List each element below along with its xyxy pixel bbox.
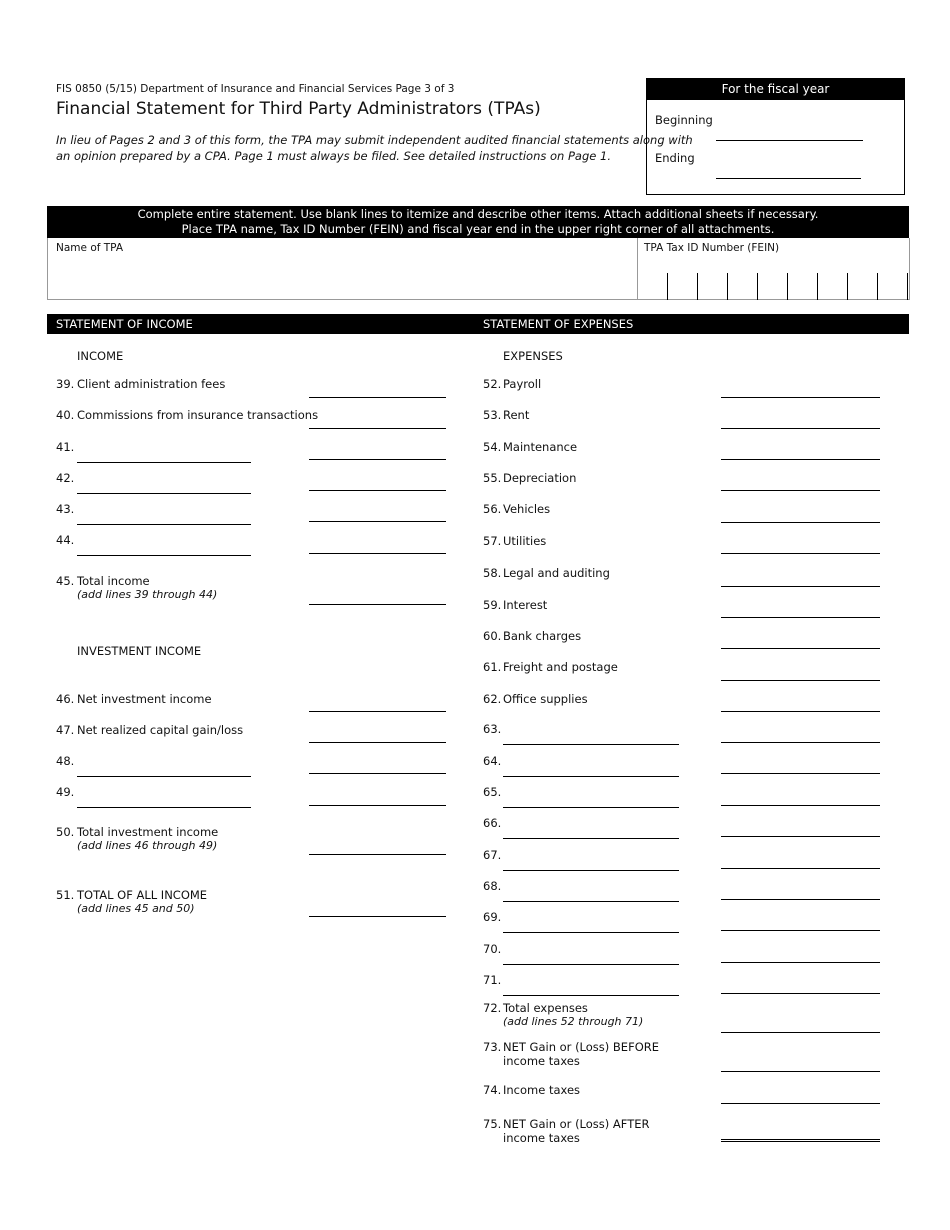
expense-line-label: Freight and postage	[503, 660, 618, 674]
expense-line-amount-input[interactable]	[721, 379, 880, 398]
fiscal-ending-input[interactable]	[716, 160, 861, 179]
expense-line-amount-input[interactable]	[721, 975, 880, 994]
fein-digit-box[interactable]	[667, 273, 698, 300]
expense-line-amount-input[interactable]	[721, 1085, 880, 1104]
fein-digit-box[interactable]	[817, 273, 848, 300]
expense-line-amount-input[interactable]	[721, 504, 880, 523]
expense-line-number: 62.	[483, 692, 502, 706]
expense-line-number: 55.	[483, 471, 502, 485]
expense-line-amount-input[interactable]	[721, 662, 880, 681]
income-line-amount-input[interactable]	[309, 836, 446, 855]
fiscal-year-heading: For the fiscal year	[647, 79, 904, 100]
expense-line-description-input[interactable]	[503, 789, 679, 808]
income-line-label: Net realized capital gain/loss	[77, 723, 244, 737]
expense-line-amount-input[interactable]	[721, 818, 880, 837]
income-line-number: 46.	[56, 692, 75, 706]
expense-line-number: 52.	[483, 377, 502, 391]
income-line-amount-input[interactable]	[309, 535, 446, 554]
expense-line-number: 66.	[483, 816, 502, 830]
income-line-label: Total investment income	[77, 825, 219, 839]
expense-line-label-continued: income taxes	[503, 1054, 580, 1068]
income-line-amount-input[interactable]	[309, 410, 446, 429]
expense-line-number: 59.	[483, 598, 502, 612]
expense-line-amount-input[interactable]	[721, 1014, 880, 1033]
income-line-label: Commissions from insurance transactions	[77, 408, 319, 422]
expense-line-sublabel: (add lines 52 through 71)	[503, 1015, 644, 1028]
tpa-name-label: Name of TPA	[56, 242, 124, 254]
expense-line-label-continued: income taxes	[503, 1131, 580, 1145]
fein-digit-box[interactable]	[697, 273, 728, 300]
expense-line-amount-input[interactable]	[721, 1053, 880, 1072]
expense-line-description-input[interactable]	[503, 726, 679, 745]
income-line-description-input[interactable]	[77, 444, 251, 463]
expense-line-amount-input[interactable]	[721, 881, 880, 900]
expense-line-number: 65.	[483, 785, 502, 799]
income-line-description-input[interactable]	[77, 506, 251, 525]
expenses-heading: STATEMENT OF EXPENSES	[483, 317, 634, 331]
fein-digit-box[interactable]	[877, 273, 908, 300]
expense-line-label: Interest	[503, 598, 548, 612]
income-line-number: 41.	[56, 440, 75, 454]
expense-line-amount-input[interactable]	[721, 944, 880, 963]
expense-line-number: 68.	[483, 879, 502, 893]
form-id: FIS 0850 (5/15) Department of Insurance and Financial Services Page 3 of 3	[56, 83, 455, 95]
income-line-amount-input[interactable]	[309, 441, 446, 460]
expense-line-number: 73.	[483, 1040, 502, 1054]
expense-line-number: 67.	[483, 848, 502, 862]
expense-line-amount-input[interactable]	[721, 724, 880, 743]
income-line-amount-input[interactable]	[309, 898, 446, 917]
income-line-number: 43.	[56, 502, 75, 516]
income-line-sublabel: (add lines 39 through 44)	[77, 588, 218, 601]
expense-line-amount-input[interactable]	[721, 535, 880, 554]
expense-line-label: Depreciation	[503, 471, 577, 485]
fiscal-ending-label: Ending	[655, 151, 695, 165]
instructions-line2: Place TPA name, Tax ID Number (FEIN) and fiscal year end in the upper right corner of all attachments.	[181, 222, 775, 236]
expense-line-label: Income taxes	[503, 1083, 581, 1097]
fiscal-beginning-label: Beginning	[655, 113, 713, 127]
expense-line-description-input[interactable]	[503, 852, 679, 871]
income-line-amount-input[interactable]	[309, 755, 446, 774]
income-line-sublabel: (add lines 46 through 49)	[77, 839, 218, 852]
tpa-name-input[interactable]	[56, 262, 626, 292]
fein-digit-box[interactable]	[757, 273, 788, 300]
expense-line-label: Payroll	[503, 377, 542, 391]
expense-line-label: Vehicles	[503, 502, 551, 516]
investment-income-subheading: INVESTMENT INCOME	[77, 644, 202, 658]
expense-line-label: NET Gain or (Loss) BEFORE	[503, 1040, 659, 1054]
fein-label: TPA Tax ID Number (FEIN)	[644, 242, 780, 254]
expense-line-amount-input[interactable]	[721, 472, 880, 491]
expense-line-number: 58.	[483, 566, 502, 580]
income-line-number: 51.	[56, 888, 75, 902]
expense-line-label: Maintenance	[503, 440, 578, 454]
expense-line-amount-input[interactable]	[721, 441, 880, 460]
income-line-number: 45.	[56, 574, 75, 588]
expense-line-number: 72.	[483, 1001, 502, 1015]
income-line-number: 42.	[56, 471, 75, 485]
expense-line-number: 70.	[483, 942, 502, 956]
expense-line-amount-input[interactable]	[721, 912, 880, 931]
income-line-label: Client administration fees	[77, 377, 226, 391]
instructions-bar	[47, 206, 909, 238]
form-note-line1: In lieu of Pages 2 and 3 of this form, the TPA may submit independent audited financial statements along with	[56, 133, 693, 147]
expense-line-amount-input[interactable]	[721, 850, 880, 869]
income-line-number: 47.	[56, 723, 75, 737]
income-line-number: 48.	[56, 754, 75, 768]
expense-line-amount-input[interactable]	[721, 568, 880, 587]
fein-digit-box[interactable]	[787, 273, 818, 300]
fein-digit-box[interactable]	[727, 273, 758, 300]
income-line-description-input[interactable]	[77, 537, 251, 556]
expense-line-number: 56.	[483, 502, 502, 516]
expense-line-number: 54.	[483, 440, 502, 454]
income-line-number: 40.	[56, 408, 75, 422]
expense-line-number: 61.	[483, 660, 502, 674]
expense-line-label: Rent	[503, 408, 530, 422]
income-line-amount-input[interactable]	[309, 379, 446, 398]
expense-line-number: 74.	[483, 1083, 502, 1097]
income-line-sublabel: (add lines 45 and 50)	[77, 902, 195, 915]
expense-line-description-input[interactable]	[503, 820, 679, 839]
expense-line-number: 69.	[483, 910, 502, 924]
income-line-number: 44.	[56, 533, 75, 547]
expense-line-label: Legal and auditing	[503, 566, 610, 580]
expense-line-number: 64.	[483, 754, 502, 768]
expense-line-number: 75.	[483, 1117, 502, 1131]
expense-line-amount-input[interactable]	[721, 410, 880, 429]
expense-line-label: Bank charges	[503, 629, 582, 643]
expense-line-label: Total expenses	[503, 1001, 588, 1015]
income-line-amount-input[interactable]	[309, 693, 446, 712]
expense-line-description-input[interactable]	[503, 977, 679, 996]
income-line-amount-input[interactable]	[309, 472, 446, 491]
fein-digit-box[interactable]	[907, 273, 938, 300]
income-line-description-input[interactable]	[77, 475, 251, 494]
expense-line-amount-input[interactable]	[721, 787, 880, 806]
expense-line-number: 57.	[483, 534, 502, 548]
expense-line-description-input[interactable]	[503, 914, 679, 933]
instructions-line1: Complete entire statement. Use blank lines to itemize and describe other items. Attach additional sheets if necessary.	[137, 207, 819, 221]
expense-line-amount-input[interactable]	[721, 693, 880, 712]
expense-line-amount-input[interactable]	[721, 599, 880, 618]
income-line-number: 39.	[56, 377, 75, 391]
expense-line-number: 60.	[483, 629, 502, 643]
tpa-box-divider	[637, 238, 638, 300]
fein-digit-box[interactable]	[847, 273, 878, 300]
income-heading: STATEMENT OF INCOME	[56, 317, 193, 331]
expense-line-amount-input[interactable]	[721, 630, 880, 649]
income-line-description-input[interactable]	[77, 758, 251, 777]
income-line-amount-input[interactable]	[309, 586, 446, 605]
expense-line-label: Office supplies	[503, 692, 588, 706]
expense-line-description-input[interactable]	[503, 758, 679, 777]
expense-line-number: 63.	[483, 722, 502, 736]
income-subheading: INCOME	[77, 349, 124, 363]
income-line-description-input[interactable]	[77, 789, 251, 808]
income-line-amount-input[interactable]	[309, 787, 446, 806]
expenses-subheading: EXPENSES	[503, 349, 563, 363]
expense-line-number: 71.	[483, 973, 502, 987]
form-note-line2: an opinion prepared by a CPA. Page 1 must always be filed. See detailed instructions on Page 1.	[56, 149, 611, 163]
income-line-number: 50.	[56, 825, 75, 839]
expense-line-amount-input[interactable]	[721, 1121, 880, 1142]
income-line-amount-input[interactable]	[309, 724, 446, 743]
income-line-label: TOTAL OF ALL INCOME	[77, 888, 208, 902]
income-line-label: Total income	[77, 574, 150, 588]
expense-line-number: 53.	[483, 408, 502, 422]
income-line-label: Net investment income	[77, 692, 212, 706]
fiscal-beginning-input[interactable]	[716, 122, 863, 141]
income-line-number: 49.	[56, 785, 75, 799]
expense-line-label: Utilities	[503, 534, 547, 548]
expense-line-description-input[interactable]	[503, 883, 679, 902]
expense-line-label: NET Gain or (Loss) AFTER	[503, 1117, 650, 1131]
form-title: Financial Statement for Third Party Administrators (TPAs)	[56, 99, 541, 119]
expense-line-amount-input[interactable]	[721, 755, 880, 774]
expense-line-description-input[interactable]	[503, 946, 679, 965]
income-line-amount-input[interactable]	[309, 503, 446, 522]
